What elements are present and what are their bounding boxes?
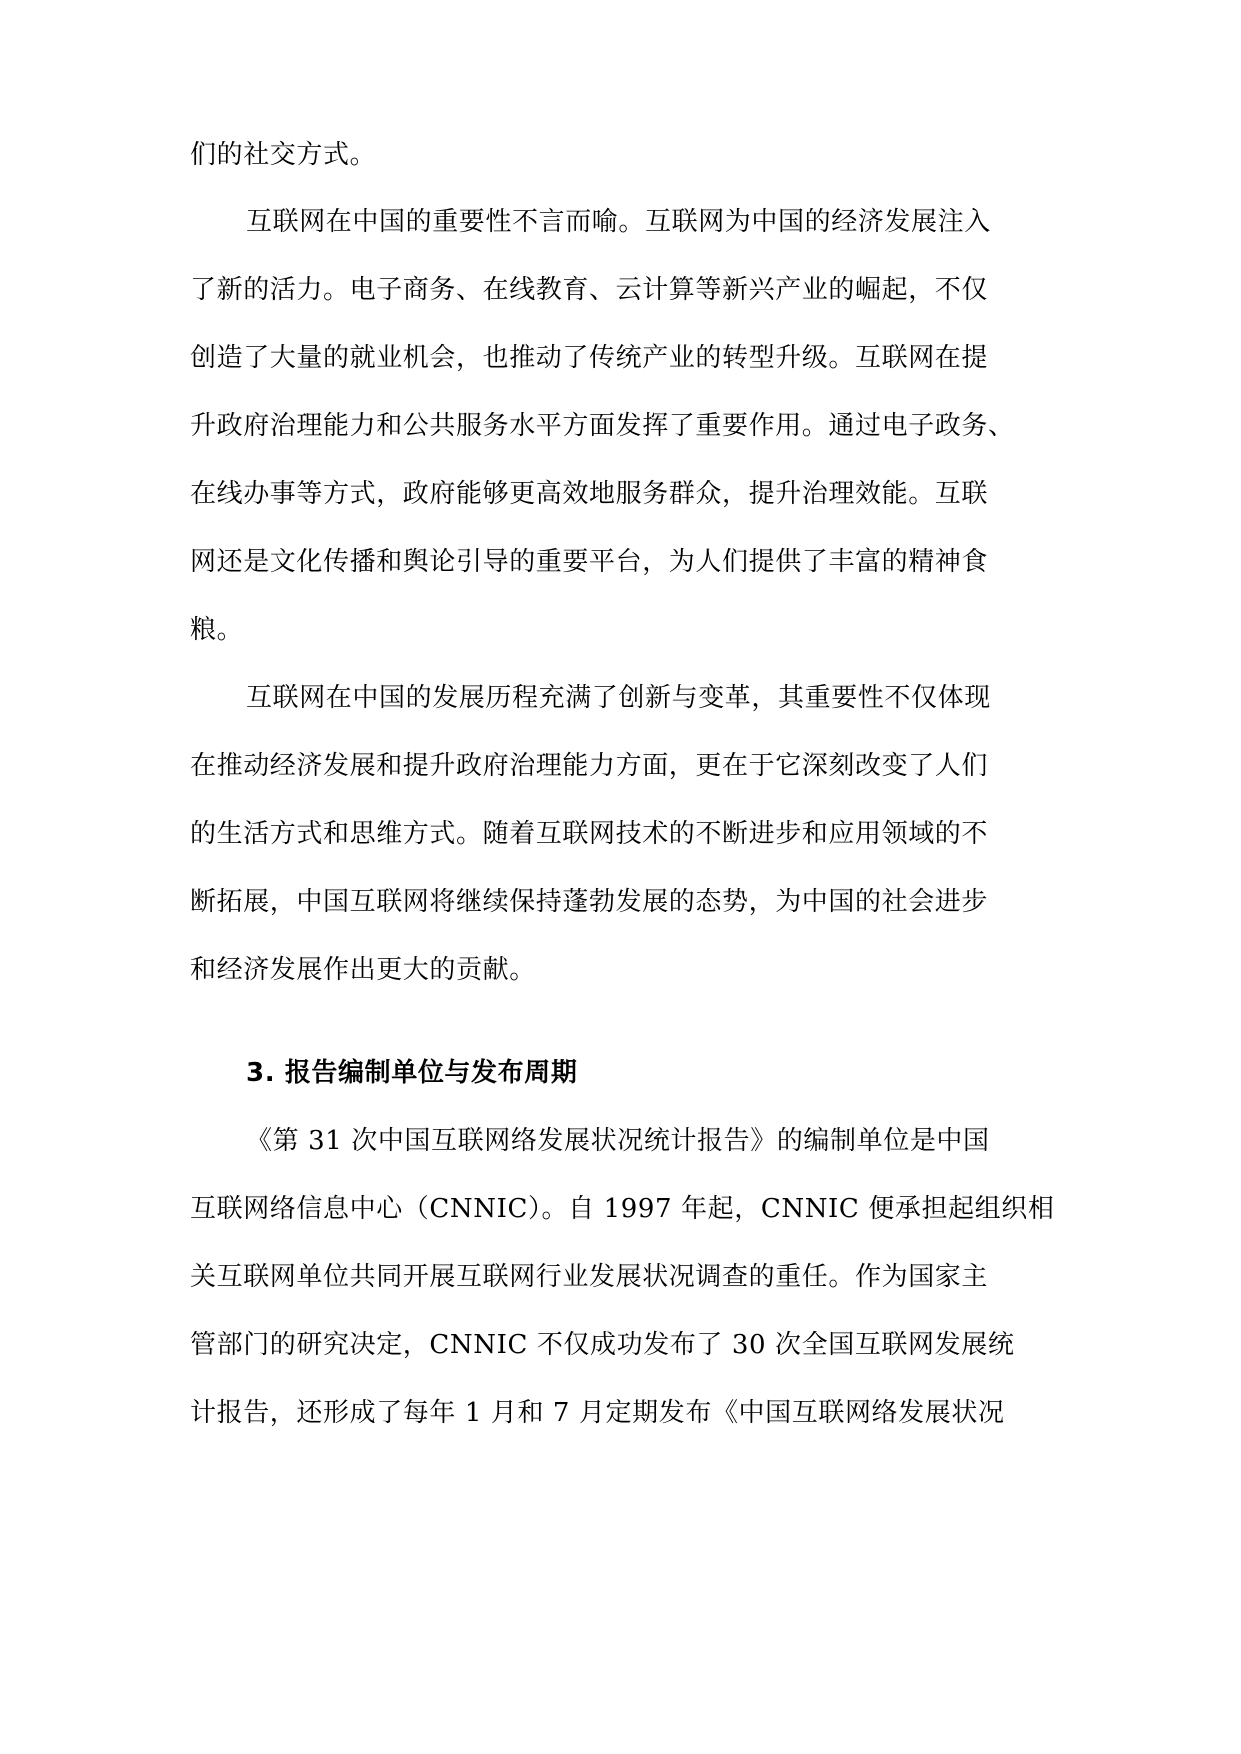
- text-line: 和经济发展作出更大的贡献。: [190, 955, 536, 985]
- text-line: 《第 31 次中国互联网络发展状况统计报告》的编制单位是中国: [246, 1126, 990, 1156]
- text-line: 的生活方式和思维方式。随着互联网技术的不断进步和应用领域的不: [190, 819, 989, 849]
- text-line: 创造了大量的就业机会，也推动了传统产业的转型升级。互联网在提: [190, 343, 989, 373]
- text-line: 管部门的研究决定，CNNIC 不仅成功发布了 30 次全国互联网发展统: [190, 1330, 1015, 1360]
- text-line: 关互联网单位共同开展互联网行业发展状况调查的重任。作为国家主: [190, 1262, 989, 1292]
- text-line: 计报告，还形成了每年 1 月和 7 月定期发布《中国互联网络发展状况: [190, 1398, 1005, 1428]
- text-line: 们的社交方式。: [190, 140, 377, 170]
- text-line: 断拓展，中国互联网将继续保持蓬勃发展的态势，为中国的社会进步: [190, 887, 989, 917]
- text-line: 在线办事等方式，政府能够更高效地服务群众，提升治理效能。互联: [190, 479, 989, 509]
- text-line: 升政府治理能力和公共服务水平方面发挥了重要作用。通过电子政务、: [190, 411, 1015, 441]
- text-line: 在推动经济发展和提升政府治理能力方面，更在于它深刻改变了人们: [190, 751, 989, 781]
- text-line: 网还是文化传播和舆论引导的重要平台，为人们提供了丰富的精神食: [190, 547, 989, 577]
- text-line: 互联网络信息中心（CNNIC）。自 1997 年起，CNNIC 便承担起组织相: [190, 1194, 1055, 1224]
- text-line: 互联网在中国的重要性不言而喻。互联网为中国的经济发展注入: [246, 207, 991, 237]
- text-line: 互联网在中国的发展历程充满了创新与变革，其重要性不仅体现: [246, 683, 991, 713]
- section-heading: 3. 报告编制单位与发布周期: [246, 1058, 578, 1088]
- text-line: 了新的活力。电子商务、在线教育、云计算等新兴产业的崛起，不仅: [190, 275, 989, 305]
- text-line: 粮。: [190, 615, 244, 645]
